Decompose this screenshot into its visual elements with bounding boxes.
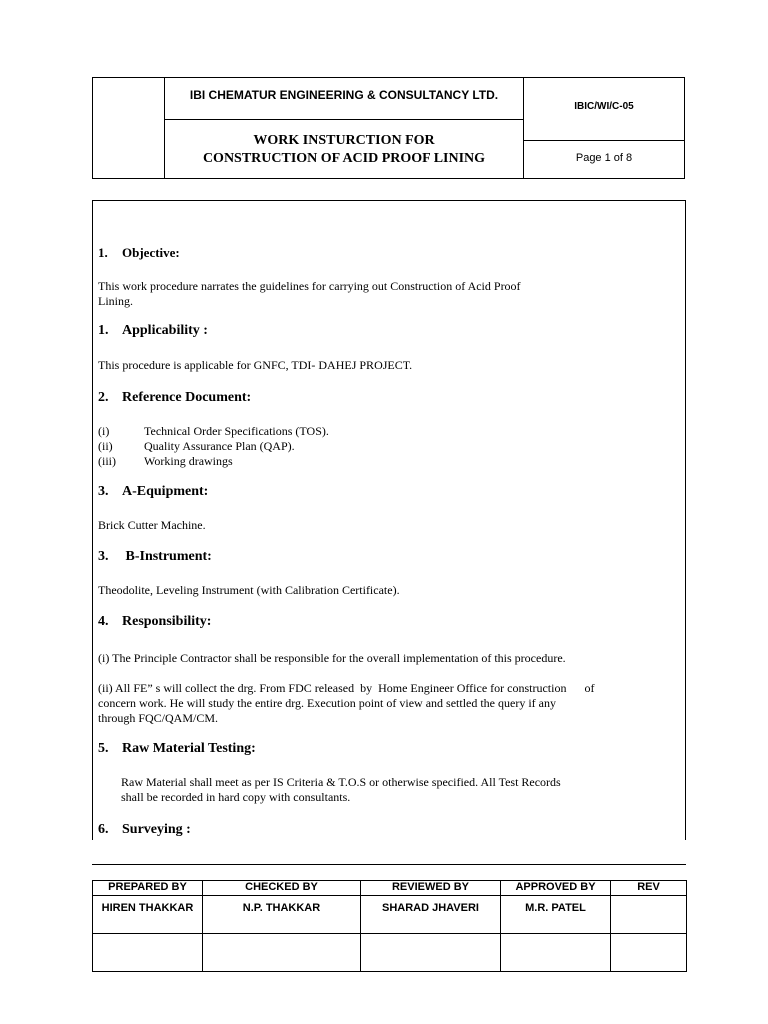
section-responsibility-heading: 4. Responsibility: [98, 614, 212, 629]
table-header-cell: APPROVED BY [501, 881, 611, 896]
title-line: WORK INSTURCTION FOR [253, 133, 435, 148]
raw-material-text: Raw Material shall meet as per IS Criteria & T.O.S or otherwise specified. All Test Records shall be recorded in hard copy with consultants. [121, 775, 561, 804]
header-divider [164, 119, 523, 120]
instrument-text: Theodolite, Leveling Instrument (with Calibration Certificate). [98, 583, 400, 597]
applicability-text: This procedure is applicable for GNFC, TDI- DAHEJ PROJECT. [98, 358, 413, 372]
responsibility-item: (i) The Principle Contractor shall be responsible for the overall implementation of this procedure. [98, 651, 566, 665]
signature-cell [203, 934, 361, 972]
responsibility-item: (ii) All FE” s will collect the drg. From FDC released by Home Engineer Office for construction of concern work. He will study the entire drg. Execution point of view and settled the query if any through FQC/QAM/CM. [98, 681, 595, 725]
reviewed-by-name: SHARAD JHAVERI [361, 896, 501, 934]
table-header-cell: PREPARED BY [93, 881, 203, 896]
page-number: Page 1 of 8 [575, 152, 633, 164]
header-divider [523, 140, 684, 141]
equipment-text: Brick Cutter Machine. [98, 518, 206, 532]
signature-cell [611, 934, 687, 972]
objective-text: This work procedure narrates the guidelines for carrying out Construction of Acid Proof Lining. [98, 279, 521, 308]
document-title [165, 132, 523, 168]
document-number: IBIC/WI/C-05 [574, 101, 634, 112]
section-equipment-heading: 3. A-Equipment: [98, 484, 209, 499]
section-objective-heading: 1. Objective: [98, 245, 180, 260]
section-applicability-heading: 1. Applicability : [98, 323, 208, 338]
table-row [93, 896, 687, 934]
table-row [93, 881, 687, 896]
checked-by-name: N.P. THAKKAR [203, 896, 361, 934]
signature-cell [361, 934, 501, 972]
table-row [93, 934, 687, 972]
signature-table [92, 880, 687, 972]
footer-divider [92, 864, 686, 865]
list-item: (i) Technical Order Specifications (TOS). [98, 424, 329, 438]
company-name: IBI CHEMATUR ENGINEERING & CONSULTANCY LTD. [189, 88, 499, 102]
prepared-by-name: HIREN THAKKAR [93, 896, 203, 934]
signature-cell [93, 934, 203, 972]
list-item: (iii) Working drawings [98, 454, 233, 468]
section-surveying-heading: 6. Surveying : [98, 822, 191, 837]
table-header-cell: REVIEWED BY [361, 881, 501, 896]
table-header-cell: CHECKED BY [203, 881, 361, 896]
list-item: (ii) Quality Assurance Plan (QAP). [98, 439, 295, 453]
document-header [92, 77, 685, 179]
section-instrument-heading: 3. B-Instrument: [98, 549, 212, 564]
section-reference-heading: 2. Reference Document: [98, 390, 252, 405]
rev-value [611, 896, 687, 934]
approved-by-name: M.R. PATEL [501, 896, 611, 934]
table-header-cell: REV [611, 881, 687, 896]
reference-list [98, 424, 329, 469]
section-raw-material-heading: 5. Raw Material Testing: [98, 741, 256, 756]
signature-cell [501, 934, 611, 972]
title-line: CONSTRUCTION OF ACID PROOF LINING [202, 151, 486, 166]
